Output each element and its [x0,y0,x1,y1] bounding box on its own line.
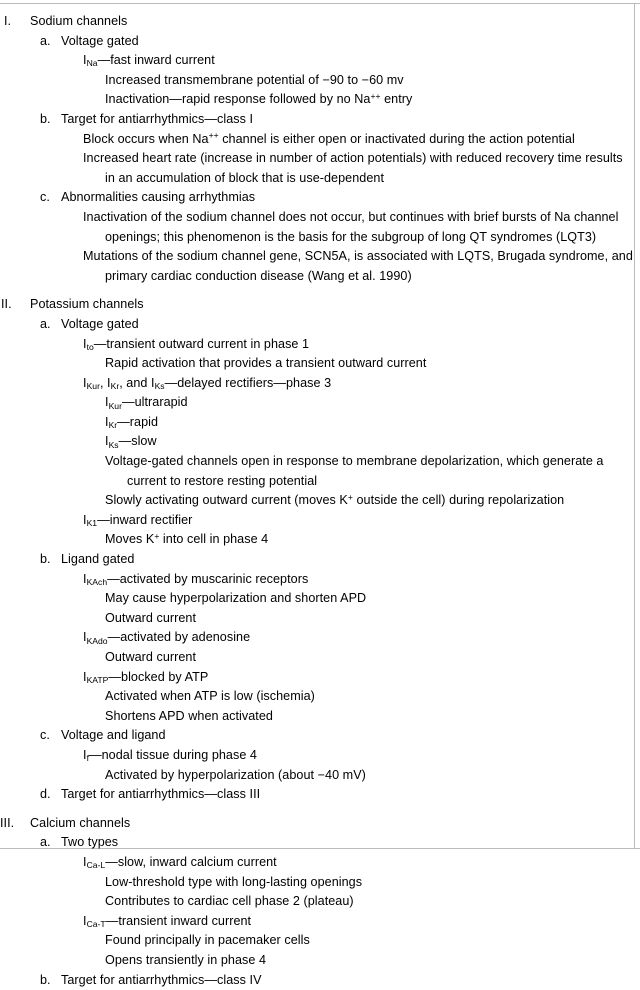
current-subscript: Ks [155,381,165,391]
current-symbol: $I_f$ [83,748,89,762]
item-marker: a. [40,32,60,52]
outline-detail-line: Low-threshold type with long-lasting openings [0,873,634,893]
section-marker: III. [0,814,24,834]
outline-detail-line: Found principally in pacemaker cells [0,931,634,951]
outline-detail-line: $I_{to}—transient$ outward current in phase 1 [0,335,634,355]
item-title: Ligand gated [61,550,634,570]
outline-detail-line: Rapid activation that provides a transient outward current [0,354,634,374]
current-subscript: Kr [111,381,120,391]
item-marker: b. [40,550,60,570]
outline-detail-line: Activated by hyperpolarization (about −40 mV) [0,766,634,786]
outline-detail-line: Slowly activating outward current (moves K+ outside the cell) during repolarization [0,491,634,511]
current-symbol: $I_{KAch}$ [83,572,107,586]
outline-detail-line: Contributes to cardiac cell phase 2 (plateau) [0,892,634,912]
item-title: Voltage gated [61,315,634,335]
ion-charge-superscript: + [348,492,353,502]
item-marker: d. [40,785,60,805]
outline-detail-line: Inactivation of the sodium channel does not occur, but continues with brief bursts of Na channel openings; this phenomenon is the basis for the subgroup of long QT syndromes (LQT3) [0,208,634,247]
outline-item-heading [0,726,634,746]
outline-section-heading [0,12,634,32]
outline-detail-line: Outward current [0,648,634,668]
outline-detail-line: $I_{Ca-T}—transient$ inward current [0,912,634,932]
outline-detail-line: Moves K+ into cell in phase 4 [0,530,634,550]
section-marker: I. [4,12,28,32]
outline-detail-line: $I_{K1}—inward$ rectifier [0,511,634,531]
outline-detail-line: $I_{Kur}$, $I_{Kr}$, and $I_{Ks}—delayed$ rectifiers—phase 3 [0,374,634,394]
right-rule [634,3,635,849]
outline-detail-line: Block occurs when Na++ channel is either open or inactivated during the action potential [0,130,634,150]
outline-detail-line: $I_{KAdo}—activated$ by adenosine [0,628,634,648]
current-symbol: $I_{KATP}$ [83,670,108,684]
current-symbol: $I_{Kur}$ [83,376,100,390]
outline-detail-line: $I_f—nodal$ tissue during phase 4 [0,746,634,766]
current-subscript: KATP [87,675,109,685]
outline-item-heading [0,971,634,990]
current-subscript: K1 [87,518,98,528]
outline-item-heading [0,32,634,52]
ion-charge-superscript: ++ [370,91,380,101]
current-symbol: $I_{Ca-L}$ [83,855,105,869]
outline-item-heading [0,188,634,208]
outline-detail-line: Outward current [0,609,634,629]
section-title: Potassium channels [30,295,634,315]
outline-item-heading [0,110,634,130]
outline-content [0,12,634,990]
outline-detail-line: Increased heart rate (increase in number of action potentials) with reduced recovery time results in an accumulation of block that is use-dependent [0,149,634,188]
outline-detail-line: May cause hyperpolarization and shorten APD [0,589,634,609]
outline-detail-line: Increased transmembrane potential of −90 to −60 mv [0,71,634,91]
item-marker: a. [40,833,60,853]
outline-detail-line: $I_{KATP}—blocked$ by ATP [0,668,634,688]
current-symbol: $I_{KAdo}$ [83,630,108,644]
outline-item-heading [0,550,634,570]
ion-charge-superscript: ++ [209,130,219,140]
outline-detail-line: Mutations of the sodium channel gene, SCN5A, is associated with LQTS, Brugada syndrome, and primary cardiac conduction disease (Wang et al. 1990) [0,247,634,286]
outline-detail-line: Shortens APD when activated [0,707,634,727]
item-title: Abnormalities causing arrhythmias [61,188,634,208]
outline-section-heading [0,295,634,315]
item-title: Two types [61,833,634,853]
outline-detail-line: Inactivation—rapid response followed by no Na++ entry [0,90,634,110]
outline-item-heading [0,833,634,853]
current-symbol: $I_{K1}$ [83,513,97,527]
current-subscript: Ks [109,440,119,450]
section-title: Calcium channels [30,814,634,834]
item-marker: b. [40,971,60,990]
current-symbol: $I_{Ks}$ [151,376,165,390]
current-symbol: $I_{Kur}$ [105,395,122,409]
outline-item-heading [0,785,634,805]
outline-detail-line: $I_{Ks}—slow$ [0,432,634,452]
current-subscript: Na [87,58,98,68]
item-title: Target for antiarrhythmics—class III [61,785,634,805]
current-subscript: Kur [87,381,100,391]
top-rule [0,3,640,4]
outline-detail-line: $I_{Ca-L}—slow$, inward calcium current [0,853,634,873]
item-title: Target for antiarrhythmics—class I [61,110,634,130]
outline-detail-line: $I_{KAch}—activated$ by muscarinic receptors [0,570,634,590]
outline-detail-line: Opens transiently in phase 4 [0,951,634,971]
item-marker: c. [40,188,60,208]
current-subscript: Ca-L [87,860,106,870]
current-subscript: to [87,342,94,352]
current-symbol: $I_{to}$ [83,337,94,351]
item-title: Voltage gated [61,32,634,52]
current-subscript: Kr [109,420,118,430]
current-subscript: Ca-T [87,919,106,929]
outline-detail-line: Voltage-gated channels open in response to membrane depolarization, which generate a current to restore resting potential [0,452,634,491]
ion-charge-superscript: + [154,531,159,541]
current-subscript: KAch [87,577,108,587]
current-symbol: $I_{Kr}$ [107,376,119,390]
outline-detail-line: $I_{Kur}—ultrarapid$ [0,393,634,413]
outline-detail-line: $I_{Na}—fast$ inward current [0,51,634,71]
current-symbol: $I_{Kr}$ [105,415,117,429]
item-marker: b. [40,110,60,130]
outline-detail-line: $I_{Kr}—rapid$ [0,413,634,433]
outline-section-heading [0,814,634,834]
item-marker: c. [40,726,60,746]
section-marker: II. [1,295,25,315]
item-marker: a. [40,315,60,335]
current-subscript: f [87,753,89,763]
current-subscript: Kur [109,401,122,411]
section-title: Sodium channels [30,12,634,32]
current-symbol: $I_{Na}$ [83,53,98,67]
outline-item-heading [0,315,634,335]
item-title: Voltage and ligand [61,726,634,746]
current-subscript: KAdo [87,636,108,646]
item-title: Target for antiarrhythmics—class IV [61,971,634,990]
current-symbol: $I_{Ca-T}$ [83,914,106,928]
outline-detail-line: Activated when ATP is low (ischemia) [0,687,634,707]
current-symbol: $I_{Ks}$ [105,434,119,448]
